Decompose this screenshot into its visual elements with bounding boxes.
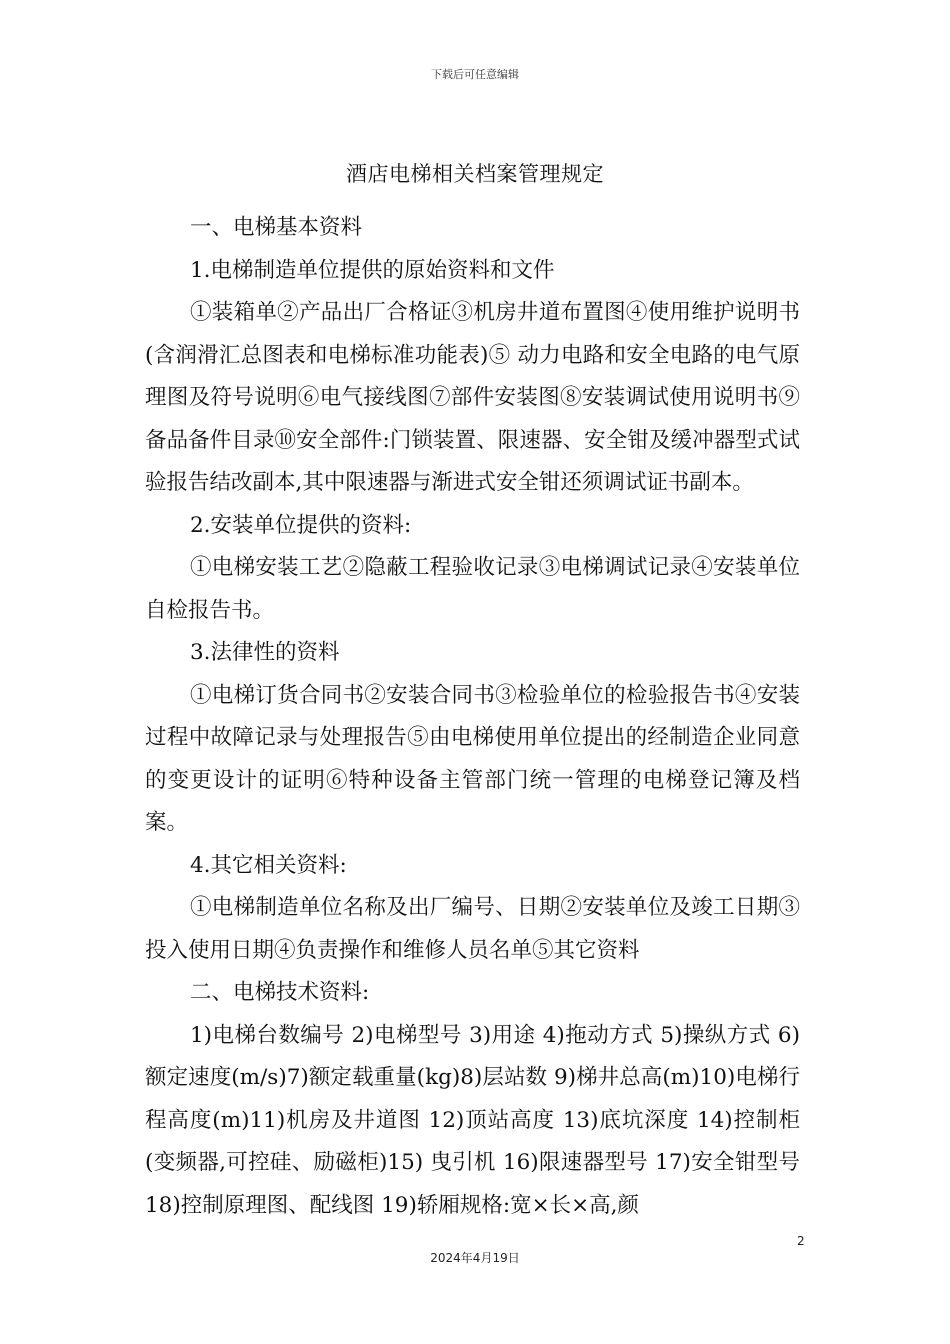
subsection-heading-manufacturer-docs: 1.电梯制造单位提供的原始资料和文件 (190, 257, 555, 283)
section-heading-basic-info: 一、电梯基本资料 (190, 215, 363, 240)
subsection-heading-other-docs: 4.其它相关资料: (190, 852, 347, 878)
paragraph-other-docs: ①电梯制造单位名称及出厂编号、日期②安装单位及竣工日期③投入使用日期④负责操作和维修人员名单⑤其它资料 (145, 895, 800, 963)
paragraph-legal-docs: ①电梯订货合同书②安装合同书③检验单位的检验报告书④安装过程中故障记录与处理报告⑤由电梯使用单位提出的经制造企业同意的变更设计的证明⑥特种设备主管部门统一管理的电梯登记簿及档案。 (145, 682, 800, 835)
paragraph-installer-docs: ①电梯安装工艺②隐蔽工程验收记录③电梯调试记录④安装单位自检报告书。 (145, 555, 800, 623)
document-body (145, 207, 800, 1227)
subsection-heading-legal-docs: 3.法律性的资料 (190, 640, 340, 665)
footer-date: 2024年4月19日 (430, 1251, 520, 1265)
paragraph-technical-info: 1)电梯台数编号 2)电梯型号 3)用途 4)拖动方式 5)操纵方式 6)额定速度(m/s)7)额定载重量(kg)8)层站数 9)梯井总高(m)10)电梯行程高度(m)11)机房及井道图 12)顶站高度 13)底坑深度 14)控制柜(变频器,可控硅、励磁柜)15) 曳引机 16)限速器型号 17)安全钳型号 18)控制原理图、配线图 19)轿厢规格:宽×长×高,颜 (145, 1022, 800, 1218)
header-note: 下载后可任意编辑 (431, 68, 519, 81)
section-heading-technical-info: 二、电梯技术资料: (190, 980, 370, 1005)
paragraph-manufacturer-docs: ①装箱单②产品出厂合格证③机房井道布置图④使用维护说明书(含润滑汇总图表和电梯标准功能表)⑤ 动力电路和安全电路的电气原理图及符号说明⑥电气接线图⑦部件安装图⑧安装调试使用说明书⑨备品备件目录⑩安全部件:门锁装置、限速器、安全钳及缓冲器型式试验报告结改副本,其中限速器与渐进式安全钳还须调试证书副本。 (145, 300, 800, 495)
page-number: 2 (797, 1234, 805, 1248)
subsection-heading-installer-docs: 2.安装单位提供的资料: (190, 512, 412, 538)
document-title: 酒店电梯相关档案管理规定 (346, 162, 604, 186)
